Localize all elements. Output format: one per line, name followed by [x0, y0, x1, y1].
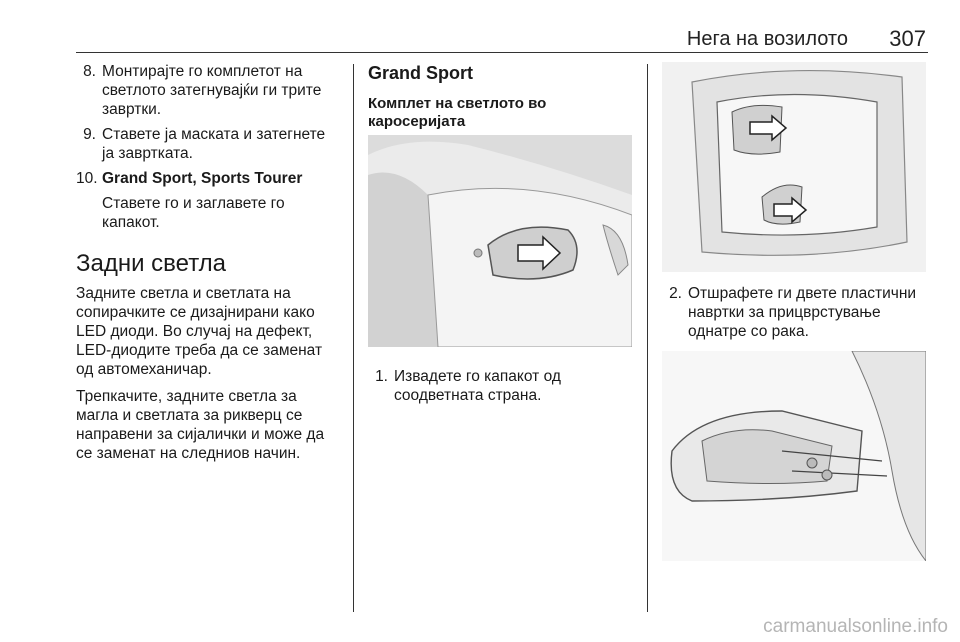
- page-header: [76, 26, 928, 54]
- column-3: [662, 62, 928, 561]
- step-2: [662, 284, 928, 341]
- step-text: Ставете го и заглавете го капакот.: [102, 195, 285, 231]
- step-number: 10.: [76, 170, 98, 187]
- step-text: Извадете го капакот од соодветната страна.: [394, 368, 561, 404]
- rear-lamp-illustration: [662, 351, 926, 561]
- subsection-heading: Grand Sport: [368, 63, 474, 83]
- paragraph-1: Задните светла и светлата на сопирачките се дизајнирани како LED диоди. Во случај на дефект, LED-диодите треба да се заменат од автомеханичар.: [76, 285, 323, 378]
- column-1: [76, 62, 340, 471]
- page-number: 307: [889, 26, 926, 51]
- step-number: 9.: [83, 126, 96, 143]
- header-rule: [76, 52, 928, 53]
- step-text: Монтирајте го комплетот на светлото затегнувајќи ги трите завртки.: [102, 63, 322, 118]
- section-title: Задни светла: [76, 250, 227, 277]
- column-divider-2: [647, 64, 648, 612]
- step-1: [368, 367, 633, 405]
- lamp-nuts-illustration: [662, 62, 926, 272]
- step-10: [76, 169, 340, 232]
- running-section-title: Нега на возилото: [686, 28, 848, 50]
- step-text: Отшрафете ги двете пластични навртки за прицврстување однатре со рака.: [688, 285, 917, 340]
- step-number: 1.: [375, 368, 388, 385]
- subsection-subheading: Комплет на светлото во каросеријата: [368, 95, 547, 130]
- step-text: Ставете ја маската и затегнете ја завртката.: [102, 126, 326, 162]
- step-8: [76, 62, 340, 119]
- column-divider-1: [353, 64, 354, 612]
- paragraph-2: Трепкачите, задните светла за магла и светлата за рикверц се направени за сијалички и може да се заменат на следниов начин.: [76, 388, 325, 462]
- watermark: carmanualsonline.info: [763, 616, 948, 637]
- step-9: [76, 125, 340, 163]
- step-title: Grand Sport, Sports Tourer: [102, 170, 303, 187]
- step-number: 2.: [669, 285, 682, 302]
- step-number: 8.: [83, 63, 96, 80]
- trunk-cover-illustration: [368, 135, 632, 347]
- column-2: [368, 62, 633, 411]
